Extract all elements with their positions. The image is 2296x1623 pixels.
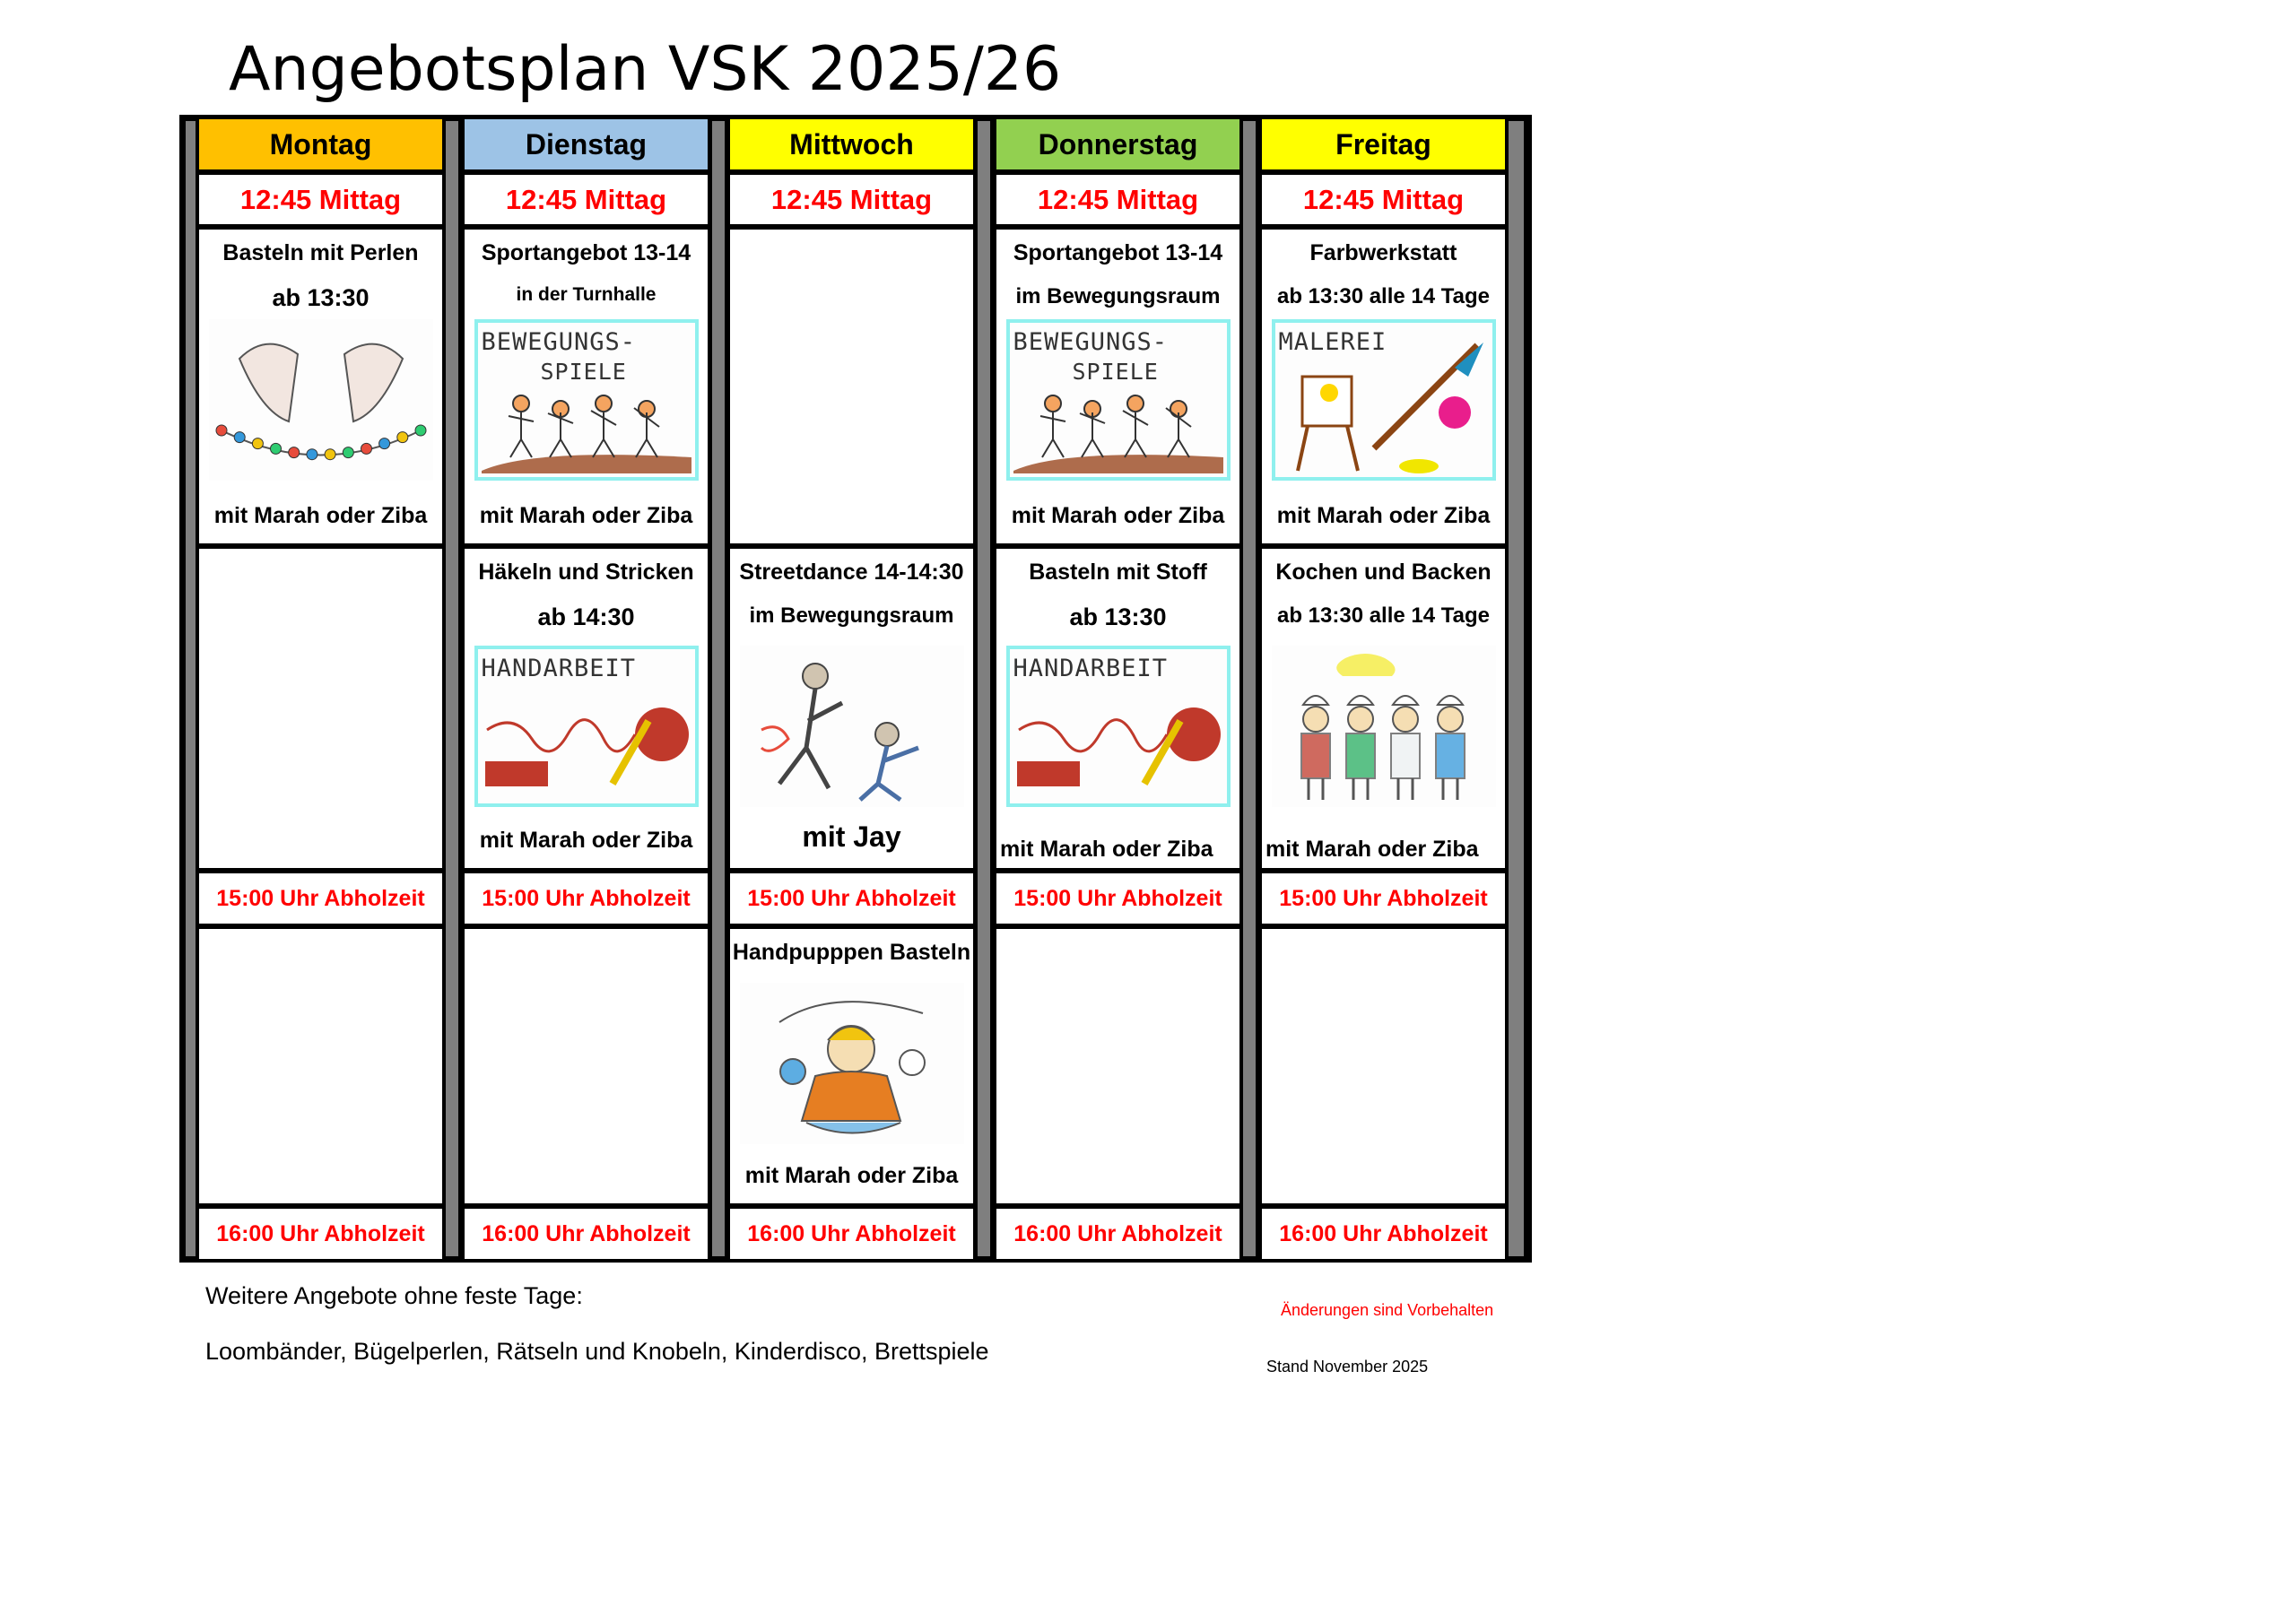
activity-title: Sportangebot 13-14 [481, 240, 691, 265]
day-header: Dienstag [465, 119, 708, 169]
lunch-time: 12:45 Mittag [465, 175, 708, 224]
activity-time: ab 13:30 [1069, 603, 1167, 630]
schedule-table [179, 115, 1532, 1263]
needlework-icon [1006, 646, 1231, 807]
day-header: Freitag [1262, 119, 1505, 169]
column-separator [1243, 121, 1256, 1256]
pickup-time: 16:00 Uhr Abholzeit [996, 1209, 1239, 1259]
more-offers-label: Weitere Angebote ohne feste Tage: [205, 1282, 583, 1309]
picture-label: SPIELE [540, 359, 627, 385]
activity-leader: mit Marah oder Ziba [1276, 503, 1491, 528]
activity-leader: mit Marah oder Ziba [479, 503, 693, 528]
beads-hands-icon [209, 319, 433, 481]
empty-cell [996, 929, 1239, 1203]
activity-title: Sportangebot 13-14 [1013, 240, 1223, 265]
lunch-time: 12:45 Mittag [1262, 175, 1505, 224]
picture-label: MALEREI [1278, 328, 1387, 356]
activity-cell [730, 549, 973, 868]
more-offers-list: Loombänder, Bügelperlen, Rätseln und Knobeln, Kinderdisco, Brettspiele [205, 1338, 989, 1365]
activity-cell [465, 230, 708, 543]
pickup-time: 16:00 Uhr Abholzeit [730, 1209, 973, 1259]
empty-cell [199, 929, 442, 1203]
activity-cell [996, 230, 1239, 543]
activity-time: im Bewegungsraum [749, 603, 954, 628]
picture-label: BEWEGUNGS- [481, 328, 637, 356]
pickup-time: 16:00 Uhr Abholzeit [199, 1209, 442, 1259]
streetdance-icon [740, 646, 964, 807]
activity-title: Handpupppen Basteln [732, 940, 971, 965]
column-separator [978, 121, 990, 1256]
activity-leader: mit Marah oder Ziba [744, 1163, 959, 1188]
activity-title: Streetdance 14-14:30 [739, 560, 964, 585]
activity-cell [730, 929, 973, 1203]
column-separator [1509, 121, 1524, 1256]
hand-puppets-icon [740, 983, 964, 1144]
column-separator [186, 121, 196, 1256]
column-separator [446, 121, 458, 1256]
picture-label: SPIELE [1072, 359, 1159, 385]
day-header: Donnerstag [996, 119, 1239, 169]
needlework-icon [474, 646, 699, 807]
activity-title: Basteln mit Stoff [1029, 560, 1207, 585]
empty-cell [465, 929, 708, 1203]
activity-time: ab 14:30 [537, 603, 635, 630]
picture-label: HANDARBEIT [481, 655, 637, 682]
picture-label: HANDARBEIT [1013, 655, 1169, 682]
pickup-time: 15:00 Uhr Abholzeit [730, 873, 973, 924]
picture-label: BEWEGUNGS- [1013, 328, 1169, 356]
lunch-time: 12:45 Mittag [996, 175, 1239, 224]
activity-leader: mit Jay [802, 820, 901, 853]
empty-cell [730, 230, 973, 543]
activity-title: Kochen und Backen [1275, 560, 1492, 585]
activity-leader: mit Marah oder Ziba [213, 503, 428, 528]
activity-leader: mit Marah oder Ziba [1265, 837, 1479, 862]
pickup-time: 15:00 Uhr Abholzeit [465, 873, 708, 924]
activity-leader: mit Marah oder Ziba [1000, 837, 1213, 862]
day-header: Montag [199, 119, 442, 169]
activity-title: Farbwerkstatt [1309, 240, 1457, 265]
cooking-icon [1272, 646, 1496, 807]
empty-cell [1262, 929, 1505, 1203]
activity-time: im Bewegungsraum [1015, 284, 1221, 308]
lunch-time: 12:45 Mittag [199, 175, 442, 224]
activity-title: Häkeln und Stricken [478, 560, 694, 585]
stand-note: Stand November 2025 [1266, 1358, 1429, 1376]
pickup-time: 16:00 Uhr Abholzeit [465, 1209, 708, 1259]
pickup-time: 15:00 Uhr Abholzeit [199, 873, 442, 924]
painting-icon [1272, 319, 1496, 481]
activity-cell [996, 549, 1239, 868]
activity-time: ab 13:30 alle 14 Tage [1276, 284, 1491, 308]
changes-note: Änderungen sind Vorbehalten [1281, 1301, 1494, 1319]
empty-cell [199, 549, 442, 868]
activity-cell [1262, 549, 1505, 868]
page-title: Angebotsplan VSK 2025/26 [229, 34, 1062, 105]
column-separator [712, 121, 725, 1256]
activity-cell [1262, 230, 1505, 543]
activity-cell [199, 230, 442, 543]
activity-leader: mit Marah oder Ziba [479, 828, 693, 853]
activity-time: ab 13:30 [272, 284, 370, 311]
movement-games-icon [1006, 319, 1231, 481]
activity-title: Basteln mit Perlen [222, 240, 419, 265]
activity-cell [465, 549, 708, 868]
activity-time: in der Turnhalle [516, 284, 657, 305]
movement-games-icon [474, 319, 699, 481]
activity-time: ab 13:30 alle 14 Tage [1276, 603, 1491, 628]
activity-leader: mit Marah oder Ziba [1011, 503, 1225, 528]
lunch-time: 12:45 Mittag [730, 175, 973, 224]
pickup-time: 15:00 Uhr Abholzeit [1262, 873, 1505, 924]
day-header: Mittwoch [730, 119, 973, 169]
pickup-time: 16:00 Uhr Abholzeit [1262, 1209, 1505, 1259]
pickup-time: 15:00 Uhr Abholzeit [996, 873, 1239, 924]
